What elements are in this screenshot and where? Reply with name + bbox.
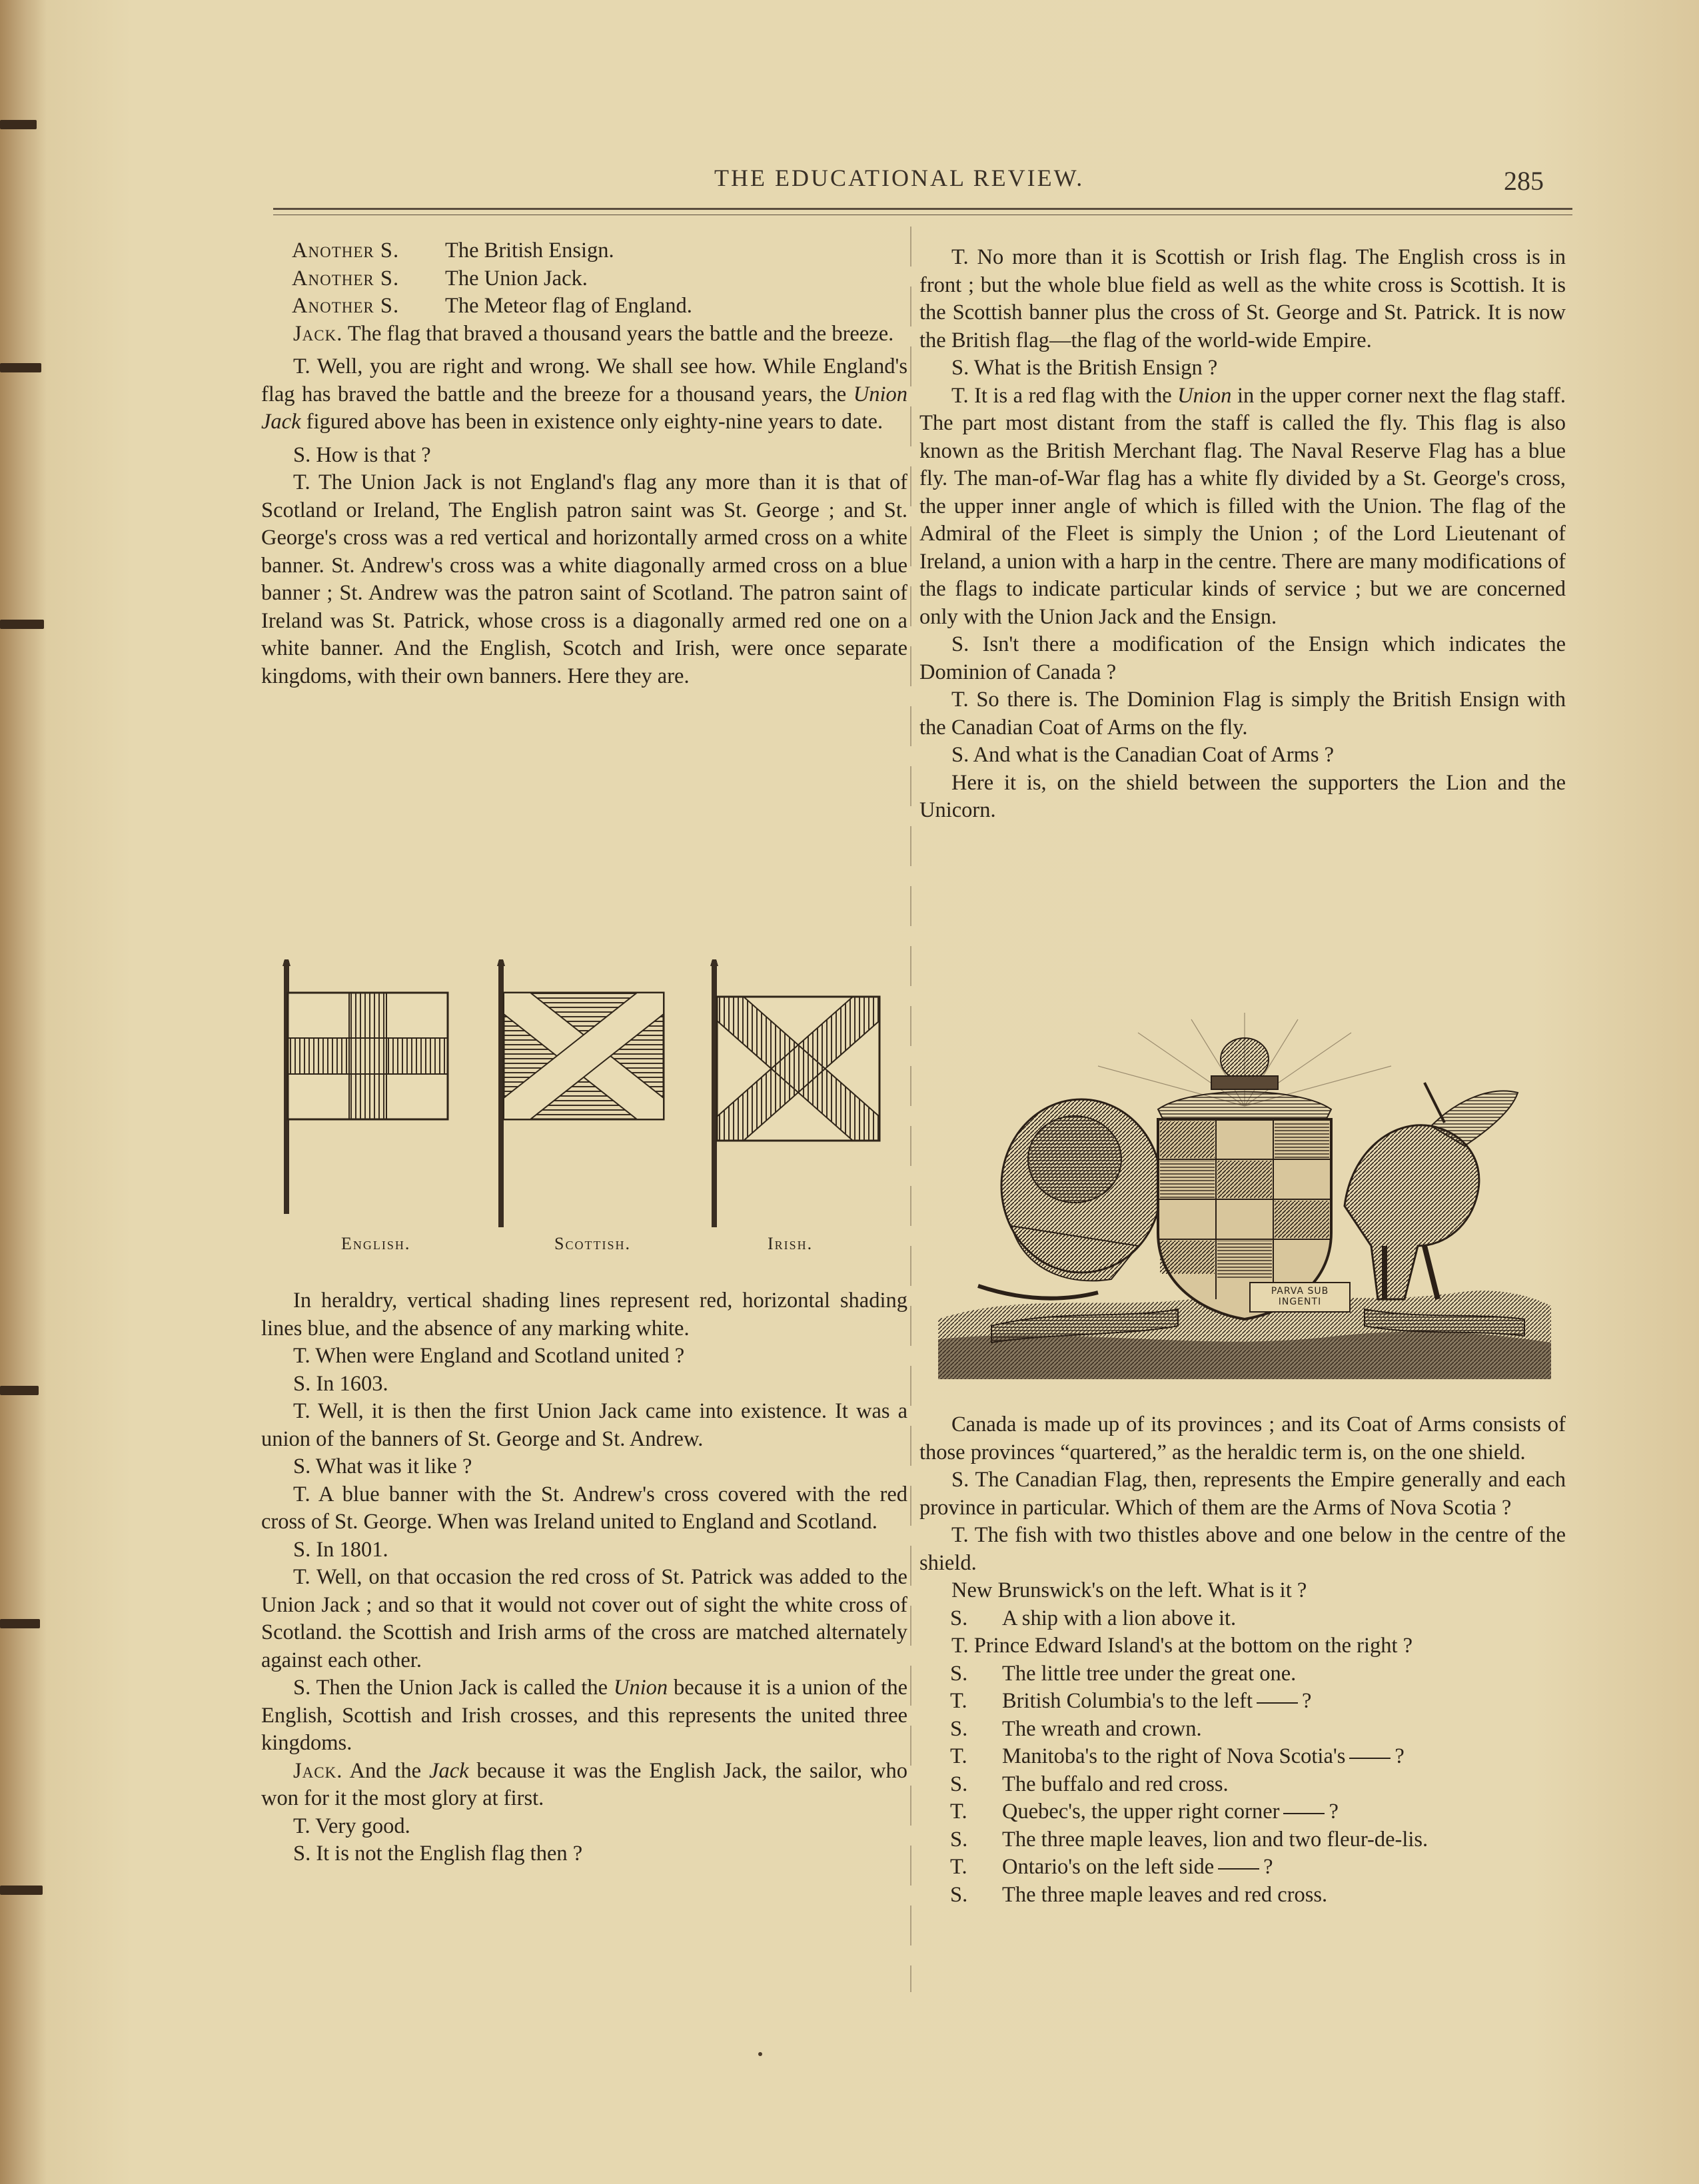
coat-of-arms-illustration [938,1006,1551,1379]
paragraph: T. Well, you are right and wrong. We shall see how. While England's flag has braved the battle and the breeze for a thousand years, the Union Jack figured above has been in existence only eighty-nine years to date. [261,354,907,434]
caption-irish: Irish. [768,1234,814,1253]
irish-flag [710,959,879,1227]
line-text: The flag that braved a thousand years the battle and the breeze. [347,321,894,346]
speaker: Another S. [292,266,400,290]
answer-blank [1283,1813,1325,1814]
line-text: The Union Jack. [445,266,588,290]
dialogue-line: S. A ship with a lion above it. [919,1605,1566,1633]
binding-edge [0,0,47,2184]
scottish-flag [497,959,664,1227]
dialogue-line: S. The wreath and crown. [919,1716,1566,1744]
paragraph: In heraldry, vertical shading lines represent red, horizontal shading lines blue, and the absence of any marking white. [261,1289,907,1341]
paragraph: Canada is made up of its provinces ; and its Coat of Arms consists of those provinces “quartered,” as the heraldic term is, on the one shield. [919,1412,1566,1464]
paragraph: T. It is a red flag with the Union in the upper corner next the flag staff. The part most distant from the staff is called the fly. This flag is also known as the British Merchant flag. The Naval Reserve Flag has a blue fly. The man-of-War flag has a white fly divided by a St. George's cross, the upper inner angle of which is filled with the Union. The flag of the Admiral of the Fleet is simply the Union ; of the Lord Lieutenant of Ireland, a union with a harp in the centre. There are many modifications of the flags to indicate particular kinds of service ; but we are concerned only with the Union Jack and the Ensign. [919,383,1566,629]
paragraph: S. What was it like ? [293,1454,472,1478]
speaker: T. [950,1800,967,1824]
paragraph: S. In 1801. [293,1537,388,1562]
speaker: Another S. [292,239,400,263]
speaker: Jack. [293,1758,343,1783]
paragraph: S. Isn't there a modification of the Ensign which indicates the Dominion of Canada ? [919,632,1566,684]
page-header [273,159,1572,205]
paragraph: T. The Union Jack is not England's flag any more than it is that of Scotland or Ireland, The English patron saint was St. George ; and St. George's cross was a red vertical and horizontally armed cross on a white banner. St. Andrew's cross was a white diagonally armed cross on a blue banner ; St. Andrew was the patron saint of Scotland. The patron saint of Ireland was St. Patrick, whose cross is a diagonally armed red one on a white banner. And the English, Scotch and Irish, were once separate kingdoms, with their own banners. Here they are. [261,470,907,688]
paragraph: T. A blue banner with the St. Andrew's cross covered with the red cross of St. George. When was Ireland united to England and Scotland. [261,1482,907,1534]
canadian-coat-of-arms [938,1006,1551,1379]
dialogue-line: T. British Columbia's to the left ? [919,1688,1566,1716]
running-title: THE EDUCATIONAL REVIEW. [714,165,1085,191]
motto: PARVA SUB INGENTI [1271,1286,1329,1307]
left-column-lower [261,1287,907,1868]
dialogue-line: T. Ontario's on the left side ? [919,1854,1566,1882]
left-column [261,237,907,690]
emphasis: Union [613,1676,668,1700]
emphasis: Union Jack [261,382,907,434]
paragraph: New Brunswick's on the left. What is it ? [951,1578,1307,1602]
column-divider [910,227,911,1992]
paragraph: Jack. And the Jack because it was the English Jack, the sailor, who won for it the most glory at first. [261,1758,907,1810]
dialogue-line: T. Quebec's, the upper right corner ? [919,1798,1566,1826]
line-text: The Meteor flag of England. [445,294,692,318]
speaker: S. [950,1882,968,1907]
paragraph: Here it is, on the shield between the supporters the Lion and the Unicorn. [919,770,1566,822]
speaker: T. [950,1689,967,1713]
binding-mark [0,1886,43,1895]
speaker: Another S. [292,294,400,318]
binding-mark [0,1386,39,1395]
paragraph: S. What is the British Ensign ? [951,356,1218,380]
page-number: 285 [1504,166,1544,196]
paragraph: S. In 1603. [293,1371,388,1396]
speaker: Jack. [293,321,343,346]
speaker: S. [950,1716,968,1741]
binding-mark [0,1619,40,1628]
speaker: T. [950,1855,967,1879]
flags-illustration [261,959,907,1266]
caption-english: English. [341,1234,411,1253]
paragraph: S. Then the Union Jack is called the Union because it is a union of the English, Scottish and Irish crosses, and this represents the united three kingdoms. [261,1676,907,1755]
dialogue-line: S. The three maple leaves, lion and two fleur-de-lis. [919,1826,1566,1854]
emphasis: Jack [429,1758,469,1783]
caption-scottish: Scottish. [554,1234,631,1253]
paragraph: S. How is that ? [293,442,431,467]
dialogue-line [261,265,907,293]
answer-blank [1218,1868,1259,1870]
right-column-lower [919,1411,1566,1909]
line-text: The British Ensign. [445,239,614,263]
paragraph: T. No more than it is Scottish or Irish flag. The English cross is in front ; but the whole blue field as well as the white cross is Scottish. It is the Scottish banner plus the cross of St. George and St. Patrick. It is now the British flag—the flag of the world-wide Empire. [919,245,1566,352]
dialogue-line: T. Manitoba's to the right of Nova Scotia's ? [919,1743,1566,1771]
paragraph: S. It is not the English flag then ? [293,1842,583,1866]
dialogue-line [261,237,907,265]
dialogue-line [261,320,907,348]
answer-blank [1349,1758,1391,1759]
speaker: T. [950,1744,967,1768]
paper-speck [758,2052,762,2056]
paragraph: T. Well, it is then the first Union Jack came into existence. It was a union of the banners of St. George and St. Andrew. [261,1399,907,1451]
speaker: S. [950,1661,968,1686]
paragraph: T. When were England and Scotland united ? [293,1344,685,1368]
dialogue-line: S. The buffalo and red cross. [919,1771,1566,1799]
binding-mark [0,620,44,629]
paragraph: T. Well, on that occasion the red cross of St. Patrick was added to the Union Jack ; and so that it would not cover out of sight the white cross of Scotland. the Scottish and Irish arms of the cross are matched alternately against each other. [261,1565,907,1672]
dialogue-line: S. The little tree under the great one. [919,1660,1566,1688]
right-column [919,244,1566,825]
answer-blank [1257,1702,1298,1704]
paragraph: T. Very good. [293,1814,410,1838]
paragraph: T. The fish with two thistles above and one below in the centre of the shield. [919,1523,1566,1575]
paragraph: T. Prince Edward Island's at the bottom on the right ? [951,1634,1413,1658]
english-flag [283,959,448,1214]
dialogue-line [261,292,907,320]
unicorn-supporter [1345,1083,1518,1299]
header-rule [273,208,1572,210]
crest [1158,1038,1331,1123]
flags-figure [261,959,907,1266]
paragraph: S. The Canadian Flag, then, represents the Empire generally and each province in particular. Which of them are the Arms of Nova Scotia ? [919,1468,1566,1520]
binding-mark [0,363,41,372]
binding-mark [0,120,37,129]
dialogue-line: S. The three maple leaves and red cross. [919,1882,1566,1910]
emphasis: Union [1177,383,1232,408]
paragraph: S. And what is the Canadian Coat of Arms ? [951,743,1335,767]
paragraph: T. So there is. The Dominion Flag is simply the British Ensign with the Canadian Coat of Arms on the fly. [919,688,1566,740]
speaker: S. [950,1772,968,1796]
speaker: S. [950,1827,968,1852]
speaker: S. [950,1606,968,1630]
lion-supporter [978,1099,1161,1299]
